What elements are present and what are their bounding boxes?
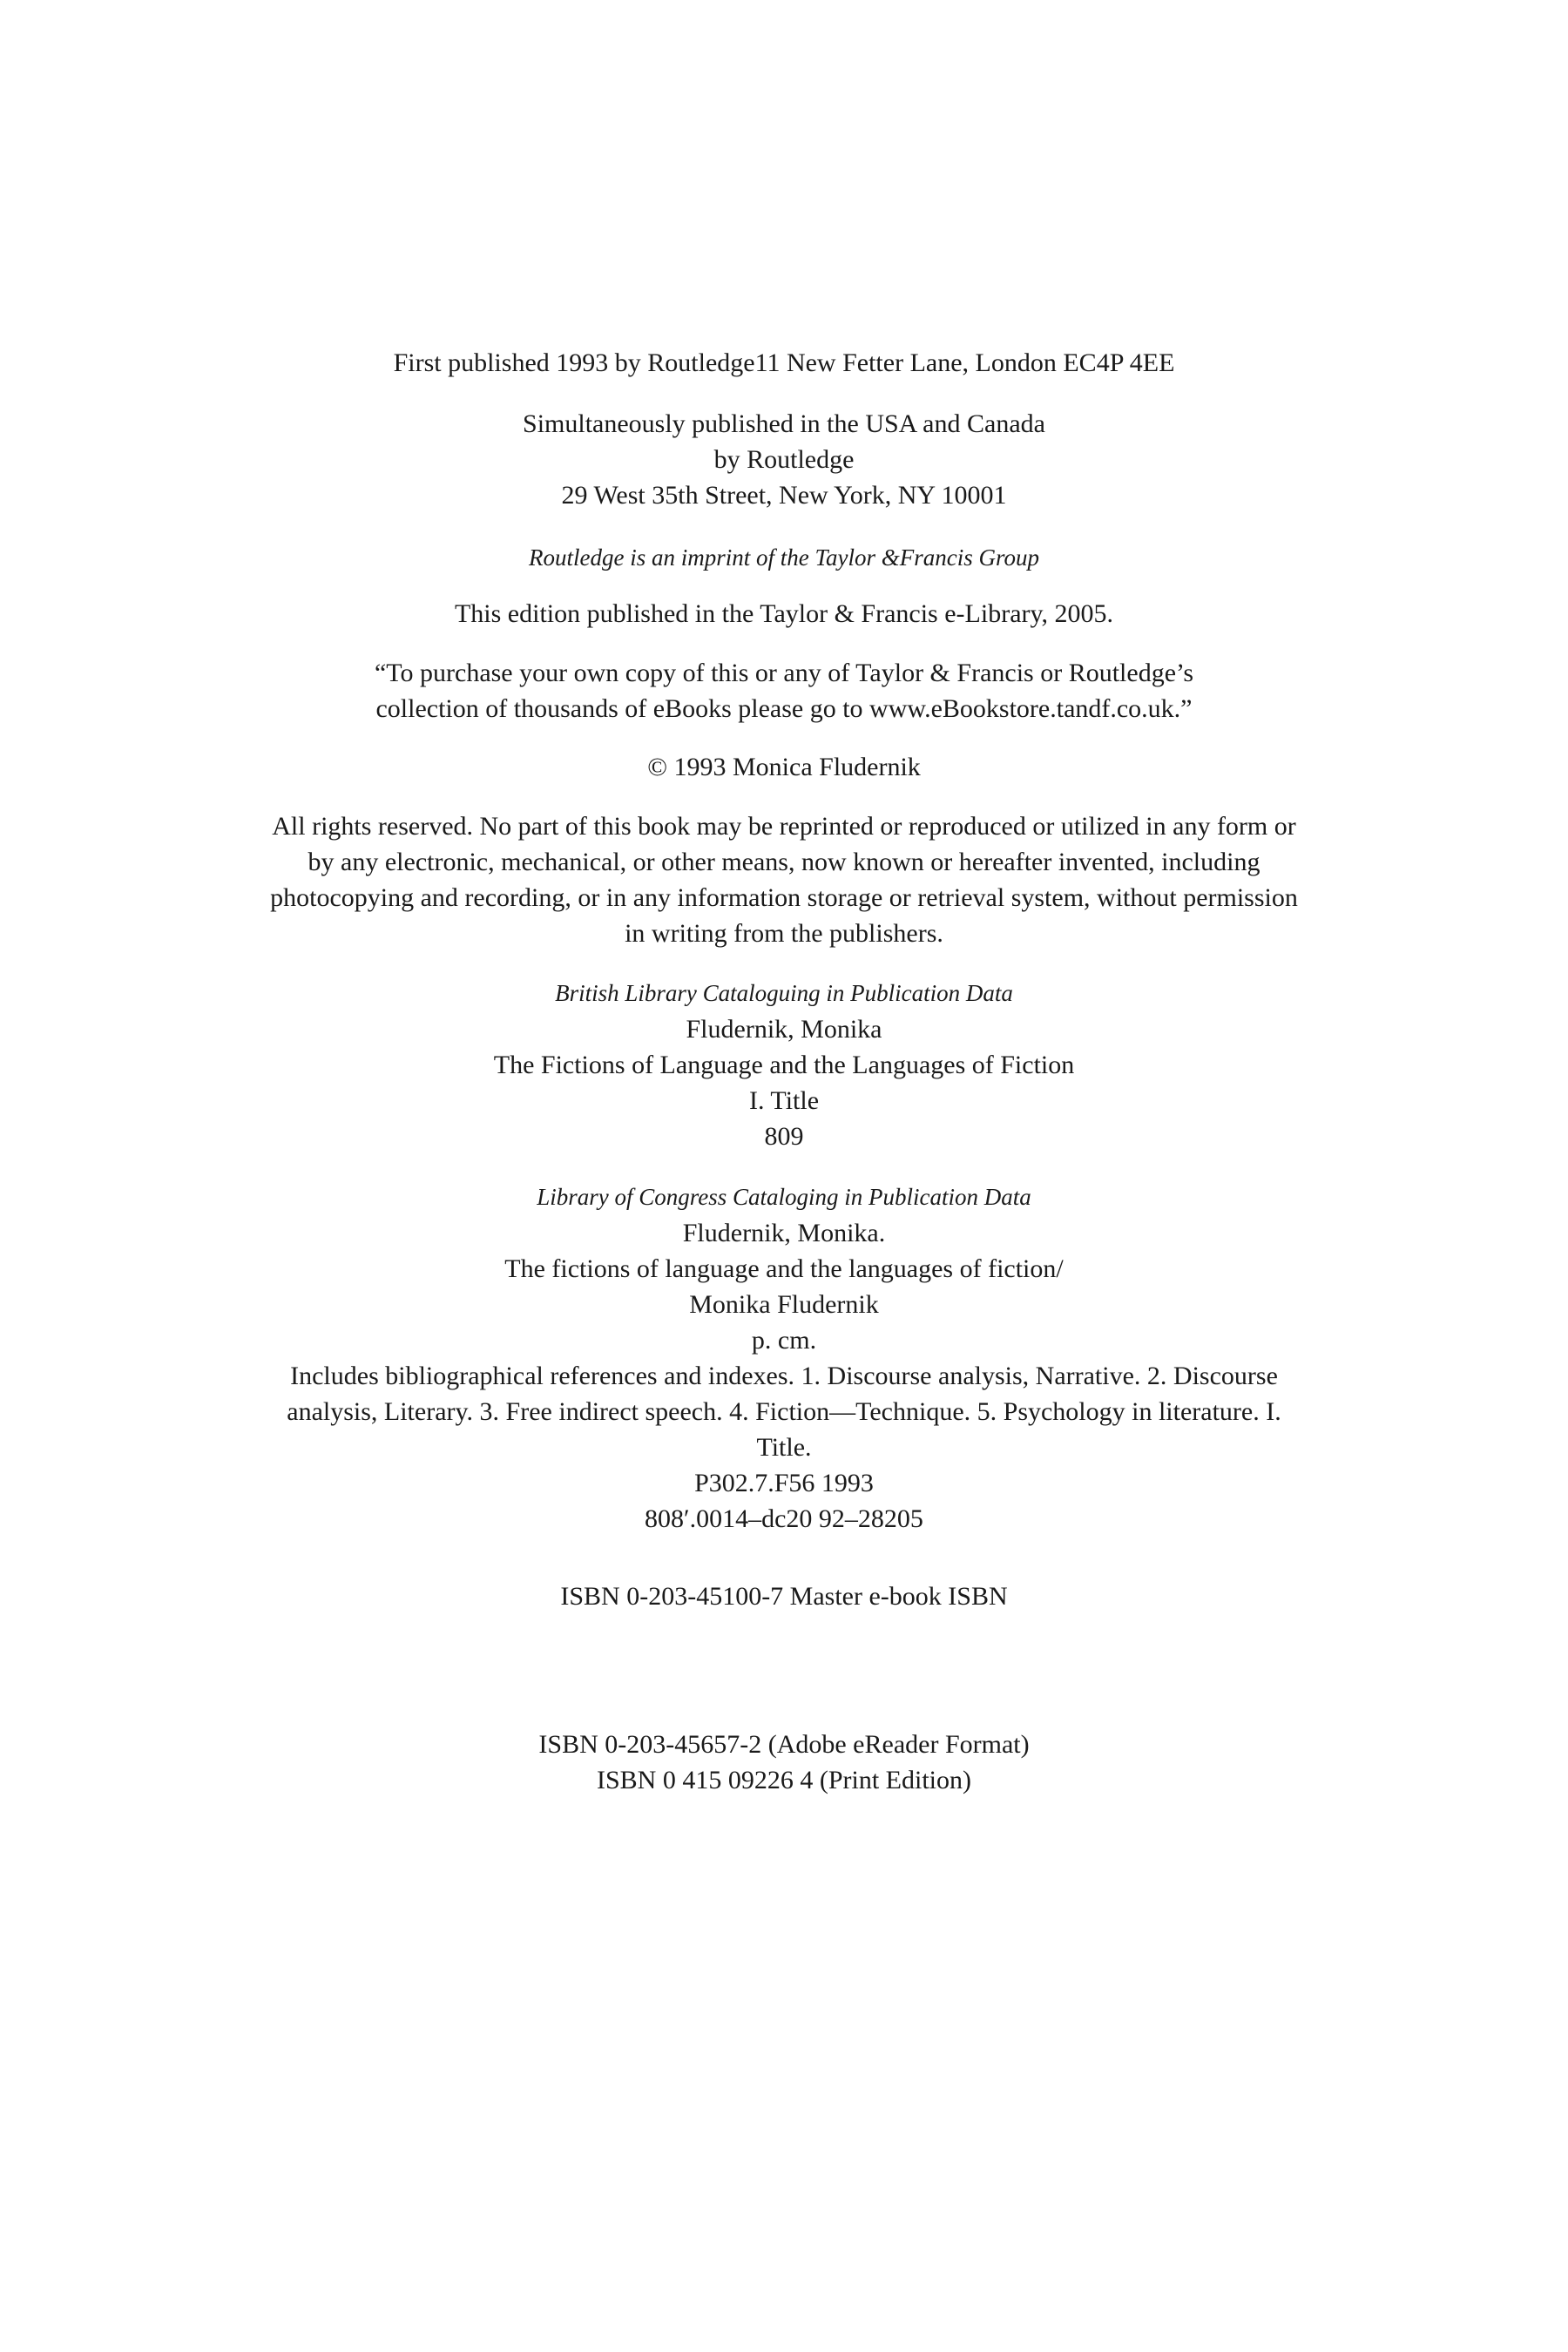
loc-subject-line-1: Includes bibliographical references and indexes. 1. Discourse analysis, Narrative. 2. Discourse xyxy=(290,1362,1278,1390)
first-published-text: First published 1993 by Routledge11 New Fetter Lane, London EC4P 4EE xyxy=(393,348,1175,377)
copyright-text: © 1993 Monica Fludernik xyxy=(647,753,921,781)
copyright-line xyxy=(192,749,1376,785)
simultaneous-line-3: 29 West 35th Street, New York, NY 10001 xyxy=(561,481,1007,510)
rights-line-3: photocopying and recording, or in any information storage or retrieval system, without permission xyxy=(270,883,1298,912)
loc-line-4: p. cm. xyxy=(751,1326,817,1355)
rights-line-4: in writing from the publishers. xyxy=(625,919,943,948)
british-library-line-4: 809 xyxy=(764,1122,804,1151)
purchase-notice xyxy=(192,655,1376,727)
master-isbn-line xyxy=(192,1578,1376,1614)
simultaneous-publication-block xyxy=(192,406,1376,513)
purchase-line-2: collection of thousands of eBooks please go to www.eBookstore.tandf.co.uk.” xyxy=(375,694,1193,723)
loc-subject-line-2: analysis, Literary. 3. Free indirect speech. 4. Fiction—Technique. 5. Psychology in literature. I. xyxy=(287,1397,1281,1426)
print-isbn: ISBN 0 415 09226 4 (Print Edition) xyxy=(596,1766,971,1794)
loc-subject-line-3: Title. xyxy=(756,1433,812,1462)
loc-line-3: Monika Fludernik xyxy=(689,1290,879,1319)
british-library-heading: British Library Cataloguing in Publication Data xyxy=(555,980,1013,1006)
rights-line-1: All rights reserved. No part of this book may be reprinted or reproduced or utilized in any form or xyxy=(272,812,1296,841)
loc-classification-1: P302.7.F56 1993 xyxy=(694,1469,874,1497)
british-library-block xyxy=(192,976,1376,1154)
british-library-line-1: Fludernik, Monika xyxy=(686,1015,882,1044)
british-library-line-3: I. Title xyxy=(748,1086,820,1115)
edition-line xyxy=(192,596,1376,632)
loc-line-2: The fictions of language and the languages of fiction/ xyxy=(504,1254,1064,1283)
british-library-line-2: The Fictions of Language and the Languages of Fiction xyxy=(493,1051,1075,1079)
rights-line-2: by any electronic, mechanical, or other means, now known or hereafter invented, including xyxy=(308,848,1260,876)
purchase-line-1: “To purchase your own copy of this or any of Taylor & Francis or Routledge’s xyxy=(374,659,1194,687)
imprint-note-text: Routledge is an imprint of the Taylor &Francis Group xyxy=(529,544,1039,571)
adobe-isbn: ISBN 0-203-45657-2 (Adobe eReader Format) xyxy=(538,1730,1030,1759)
simultaneous-line-1: Simultaneously published in the USA and Canada xyxy=(523,409,1045,438)
format-isbn-block xyxy=(192,1727,1376,1798)
master-isbn-text: ISBN 0-203-45100-7 Master e-book ISBN xyxy=(560,1582,1008,1611)
library-of-congress-block xyxy=(174,1179,1394,1537)
first-published-line xyxy=(192,345,1376,381)
loc-heading: Library of Congress Cataloging in Publication Data xyxy=(537,1184,1031,1210)
rights-reserved-block xyxy=(174,808,1394,951)
edition-text: This edition published in the Taylor & Francis e-Library, 2005. xyxy=(454,599,1114,628)
loc-line-1: Fludernik, Monika. xyxy=(682,1219,886,1247)
loc-classification-2: 808′.0014–dc20 92–28205 xyxy=(645,1504,923,1533)
imprint-note xyxy=(192,540,1376,576)
simultaneous-line-2: by Routledge xyxy=(713,445,855,474)
